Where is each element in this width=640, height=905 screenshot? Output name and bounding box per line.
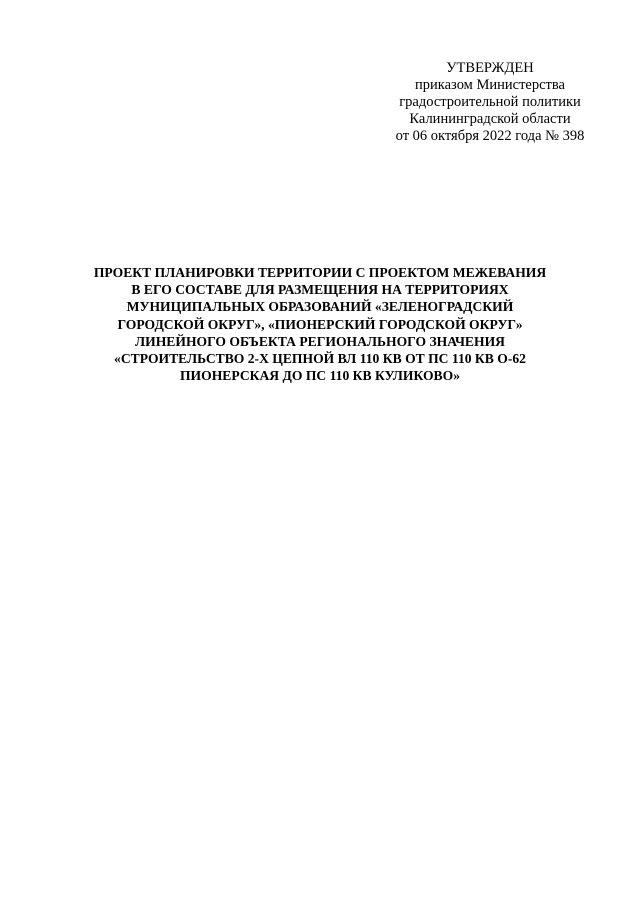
approval-line: градостроительной политики: [399, 94, 581, 110]
approval-date-line: от 06 октября 2022 года № 398: [395, 128, 585, 144]
title-line: ПРОЕКТ ПЛАНИРОВКИ ТЕРРИТОРИИ С ПРОЕКТОМ МЕЖЕВАНИЯ: [93, 265, 547, 280]
approval-line: Калининградской области: [409, 111, 571, 127]
approval-stamp: [380, 60, 600, 145]
title-line: «СТРОИТЕЛЬСТВО 2-Х ЦЕПНОЙ ВЛ 110 КВ ОТ ПС 110 КВ О-62: [114, 351, 526, 367]
approval-heading: УТВЕРЖДЕН: [446, 60, 534, 76]
document-title: [70, 264, 570, 384]
title-line: В ЕГО СОСТАВЕ ДЛЯ РАЗМЕЩЕНИЯ НА ТЕРРИТОРИЯХ: [131, 282, 509, 298]
title-line: ГОРОДСКОЙ ОКРУГ», «ПИОНЕРСКИЙ ГОРОДСКОЙ ОКРУГ»: [117, 316, 523, 332]
title-line: ЛИНЕЙНОГО ОБЪЕКТА РЕГИОНАЛЬНОГО ЗНАЧЕНИЯ: [135, 333, 505, 349]
title-line: ПИОНЕРСКАЯ ДО ПС 110 КВ КУЛИКОВО»: [179, 368, 460, 384]
approval-line: приказом Министерства: [415, 77, 565, 93]
title-line: МУНИЦИПАЛЬНЫХ ОБРАЗОВАНИЙ «ЗЕЛЕНОГРАДСКИЙ: [126, 299, 514, 315]
